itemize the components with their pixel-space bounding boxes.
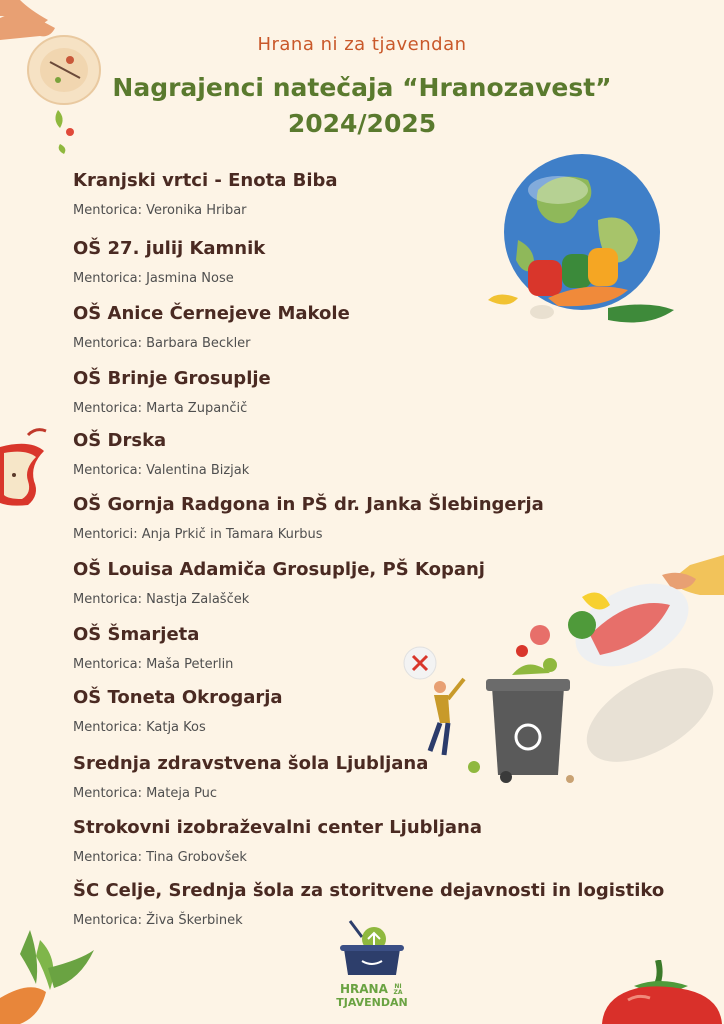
school-name: OŠ 27. julij Kamnik xyxy=(73,238,266,259)
school-name: OŠ Šmarjeta xyxy=(73,624,200,645)
winner-entry xyxy=(73,624,233,672)
mentor-text: Mentorica: Tina Grobovšek xyxy=(73,850,247,865)
school-name: OŠ Louisa Adamiča Grosuplje, PŠ Kopanj xyxy=(73,559,485,580)
logo-word-tjavendan: TJAVENDAN xyxy=(336,995,408,1009)
school-name: Strokovni izobraževalni center Ljubljana xyxy=(73,817,482,838)
apple-core-illustration xyxy=(0,425,50,510)
winner-entry xyxy=(73,430,249,478)
mentor-text: Mentorica: Katja Kos xyxy=(73,720,206,735)
title-line-2: 2024/2025 xyxy=(287,109,437,138)
school-name: ŠC Celje, Srednja šola za storitvene dejavnosti in logistiko xyxy=(73,880,665,901)
school-name: OŠ Gornja Radgona in PŠ dr. Janka Šlebingerja xyxy=(73,494,544,515)
winner-entry xyxy=(73,753,428,801)
winner-entry xyxy=(73,170,338,218)
carrot-illustration xyxy=(0,920,100,1024)
mentor-text: Mentorici: Anja Prkič in Tamara Kurbus xyxy=(73,527,323,542)
mentor-text: Mentorica: Nastja Zalašček xyxy=(73,592,250,607)
mentor-text: Mentorica: Jasmina Nose xyxy=(73,271,234,286)
campaign-subtitle: Hrana ni za tjavendan xyxy=(257,34,467,55)
school-name: Srednja zdravstvena šola Ljubljana xyxy=(73,753,429,774)
winner-entry xyxy=(73,494,544,542)
mentor-text: Mentorica: Živa Škerbinek xyxy=(73,913,243,928)
title-line-1: Nagrajenci natečaja “Hranozavest” xyxy=(112,73,612,102)
hrana-ni-za-tjavendan-logo xyxy=(334,915,410,1015)
mentor-text: Mentorica: Barbara Beckler xyxy=(73,336,251,351)
page-title xyxy=(0,70,724,142)
red-pepper-illustration xyxy=(598,960,724,1024)
winner-entry xyxy=(73,817,482,865)
globe-with-vegetables-illustration xyxy=(478,150,678,340)
winner-entry xyxy=(73,303,350,351)
mentor-text: Mentorica: Mateja Puc xyxy=(73,786,218,801)
school-name: OŠ Drska xyxy=(73,430,167,451)
logo-word-hrana: HRANA xyxy=(339,982,388,996)
mentor-text: Mentorica: Veronika Hribar xyxy=(73,203,247,218)
winner-entry xyxy=(73,238,265,286)
school-name: Kranjski vrtci - Enota Biba xyxy=(73,170,338,191)
mentor-text: Mentorica: Valentina Bizjak xyxy=(73,463,250,478)
school-name: OŠ Brinje Grosuplje xyxy=(73,368,271,389)
mentor-text: Mentorica: Maša Peterlin xyxy=(73,657,234,672)
pot-recycle-icon xyxy=(334,915,410,979)
logo-word-ni-za: NI ZA xyxy=(393,982,403,996)
winner-entry xyxy=(73,687,283,735)
food-waste-bin-illustration xyxy=(400,555,724,795)
school-name: OŠ Anice Černejeve Makole xyxy=(73,303,350,324)
mentor-text: Mentorica: Marta Zupančič xyxy=(73,401,248,416)
winner-entry xyxy=(73,368,271,416)
school-name: OŠ Toneta Okrogarja xyxy=(73,687,283,708)
